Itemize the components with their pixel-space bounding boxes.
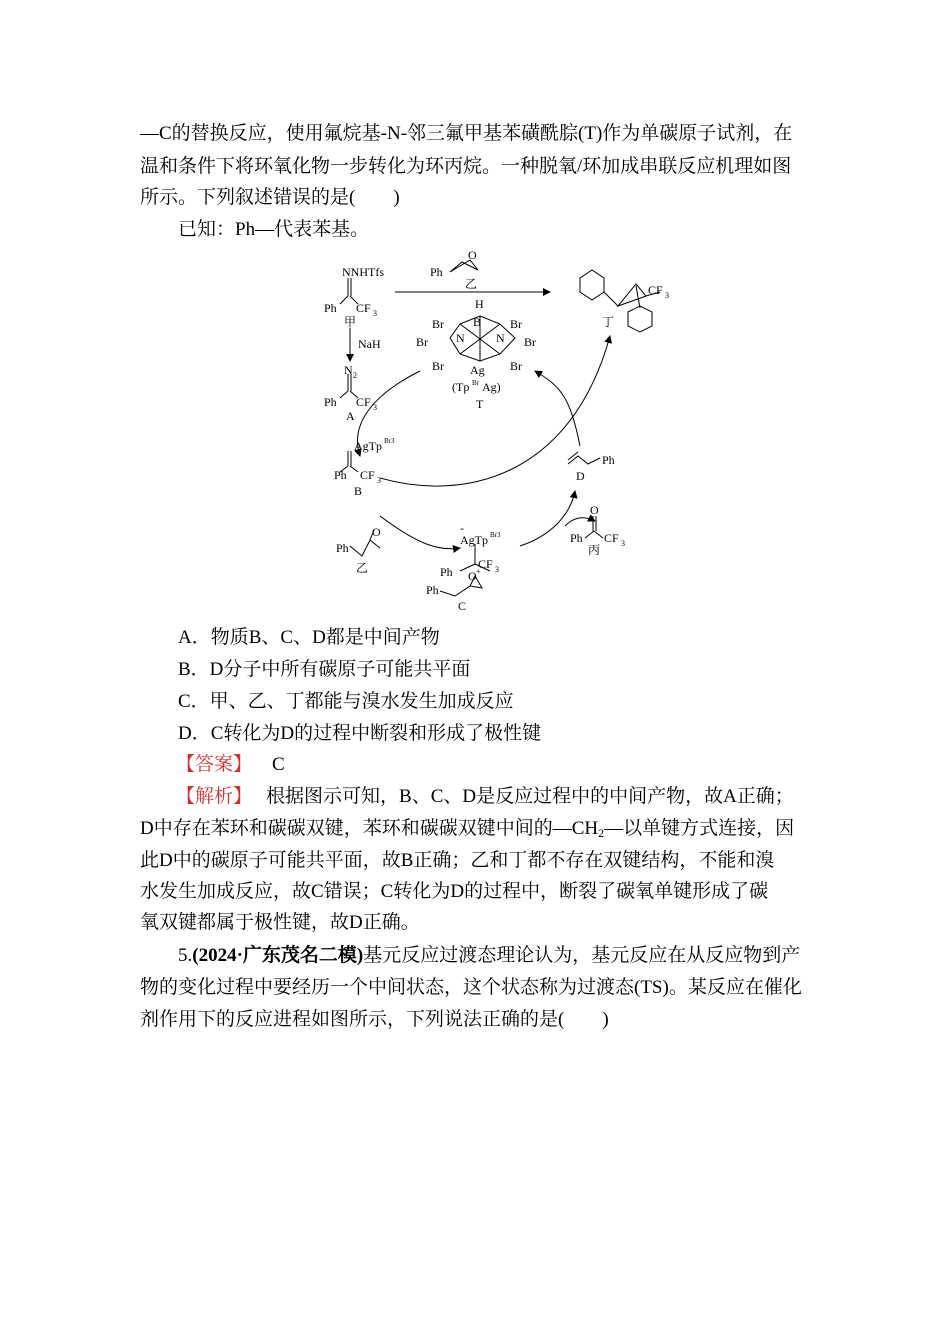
answer-value: C [272, 754, 285, 775]
c-label: C [458, 599, 467, 613]
t-tpag-a: (Tp [452, 380, 470, 394]
t-tpag-b: Ag) [482, 380, 501, 394]
alkene-d [568, 456, 600, 464]
ch2-subscript: 2 [598, 826, 605, 840]
option-a: A．物质B、C、D都是中间产物 [178, 627, 440, 648]
analysis-line-4: 水发生加成反应，故C错误；C转化为D的过程中，断裂了碳氧单键形成了碳 [140, 881, 769, 902]
t-br-6: Br [510, 359, 522, 373]
t-label: T [476, 397, 484, 411]
jia-cf: CF [356, 301, 371, 315]
nah-label: NaH [358, 337, 381, 351]
analysis-line-3: 此D中的碳原子可能共平面，故B正确；乙和丁都不存在双键结构，不能和溴 [140, 850, 775, 871]
cycle-arc-top [380, 336, 610, 486]
ding-cf: CF [648, 283, 663, 297]
a-cf-sub: 3 [373, 403, 377, 412]
benzene-ring [580, 270, 604, 300]
t-br-4: Br [524, 335, 536, 349]
cycle-arc-right [535, 371, 580, 446]
a-n2-sub: 2 [353, 371, 357, 380]
ding-cf-sub: 3 [665, 291, 669, 300]
answer-label: 【答案】 [176, 754, 253, 775]
analysis-line-2 [140, 817, 794, 841]
a-ph: Ph [324, 395, 337, 409]
b-cf-sub: 3 [377, 476, 381, 485]
c-minus: - [460, 521, 464, 535]
reaction-mechanism-scheme [310, 246, 670, 616]
analysis-text-1: 根据图示可知，B、C、D是反应过程中的中间产物，故A正确； [266, 786, 794, 807]
yi-ph: Ph [336, 541, 349, 555]
bond [594, 531, 603, 538]
bond [340, 296, 348, 304]
option-c: C．甲、乙、丁都能与溴水发生加成反应 [178, 691, 514, 712]
q5-line-2: 物的变化过程中要经历一个中间状态，这个状态称为过渡态(TS)。某反应在催化 [140, 977, 802, 998]
q5-number: 5. [178, 945, 193, 966]
ding-label: 丁 [602, 315, 615, 329]
t-br-5: Br [432, 359, 444, 373]
c-cf: CF [478, 557, 493, 571]
yi-o: O [372, 525, 381, 539]
q4-text-line-2: 温和条件下将环氧化物一步转化为环丙烷。一种脱氧/环加成串联反应机理如图 [140, 156, 792, 177]
a-label: A [346, 409, 355, 423]
option-b: B．D分子中所有碳原子可能共平面 [178, 659, 471, 680]
t-b: B [473, 315, 482, 329]
a-n2: N [344, 363, 353, 377]
t-h: H [475, 297, 484, 311]
yi-top-o: O [468, 248, 477, 262]
t-br-1: Br [432, 317, 444, 331]
c-cf-sub: 3 [495, 565, 499, 574]
cycle-arc-bottom-right [520, 491, 575, 546]
t-tpag-sup: Br [472, 379, 479, 387]
bond [604, 292, 618, 306]
d-label: D [576, 469, 585, 483]
bond [350, 466, 358, 472]
bond [636, 286, 640, 308]
t-n-2: N [496, 331, 505, 345]
jia-nnhtfs: NNHTfs [342, 265, 384, 279]
q4-text-line-1: —C的替换反应，使用氟烷基-N-邻三氟甲基苯磺酰腙(T)作为单碳原子试剂，在 [140, 123, 793, 144]
analysis-label: 【解析】 [176, 786, 253, 807]
b-label: B [354, 484, 363, 498]
t-n-1: N [456, 331, 465, 345]
bond [340, 391, 348, 398]
bing-cf: CF [604, 531, 619, 545]
bing-ph: Ph [570, 531, 583, 545]
q5-line-1 [178, 944, 800, 968]
t-ag: Ag [470, 363, 485, 377]
t-br-3: Br [416, 335, 428, 349]
bond [585, 531, 594, 538]
analysis-text-2a: D中存在苯环和碳碳双键，苯环和碳碳双键中间的—CH [140, 818, 599, 839]
analysis-line-1 [176, 785, 794, 809]
q4-text-line-3: 所示。下列叙述错误的是( ) [140, 187, 400, 208]
c-o-plus: + [476, 567, 481, 576]
cycle-arc-bottom-left [380, 516, 460, 549]
yi-top-ph: Ph [430, 265, 443, 279]
bing-o: O [590, 503, 599, 517]
bond [568, 452, 578, 460]
b-cf: CF [360, 468, 375, 482]
c-ph2: Ph [426, 583, 439, 597]
answer-line [176, 753, 285, 777]
c-ph: Ph [440, 565, 453, 579]
benzene-ring [628, 306, 652, 332]
epoxide-yi [350, 540, 380, 556]
bing-cf-sub: 3 [621, 539, 625, 548]
jia-ph: Ph [324, 301, 337, 315]
option-d: D．C转化为D的过程中断裂和形成了极性键 [178, 723, 542, 744]
b-agtp-sup: Br3 [384, 437, 395, 445]
c-agtp: AgTp [460, 533, 488, 547]
c-o: O [468, 569, 477, 583]
bing-label: 丙 [588, 543, 601, 557]
t-br-2: Br [510, 317, 522, 331]
q5-text-1: 基元反应过渡态理论认为，基元反应在从反应物到产 [363, 945, 801, 966]
yi-top-label: 乙 [465, 277, 478, 291]
analysis-text-2b: —以单键方式连接，因 [604, 818, 795, 839]
jia-label: 甲 [344, 315, 357, 329]
q5-line-3: 剂作用下的反应进程如图所示，下列说法正确的是( ) [140, 1009, 609, 1030]
a-cf: CF [356, 395, 371, 409]
jia-cf-sub: 3 [373, 309, 377, 318]
b-agtp: AgTp [354, 439, 382, 453]
arrow-to-bing [565, 518, 595, 526]
q5-source: (2024·广东茂名二模) [192, 945, 364, 966]
analysis-line-5: 氧双键都属于极性键，故D正确。 [140, 912, 420, 933]
c-agtp-sup: Br3 [490, 531, 501, 539]
cyclopropane [618, 284, 646, 306]
d-ph: Ph [602, 453, 615, 467]
yi-label: 乙 [356, 561, 369, 575]
b-ph: Ph [334, 468, 347, 482]
q4-known-note: 已知：Ph—代表苯基。 [178, 219, 370, 240]
